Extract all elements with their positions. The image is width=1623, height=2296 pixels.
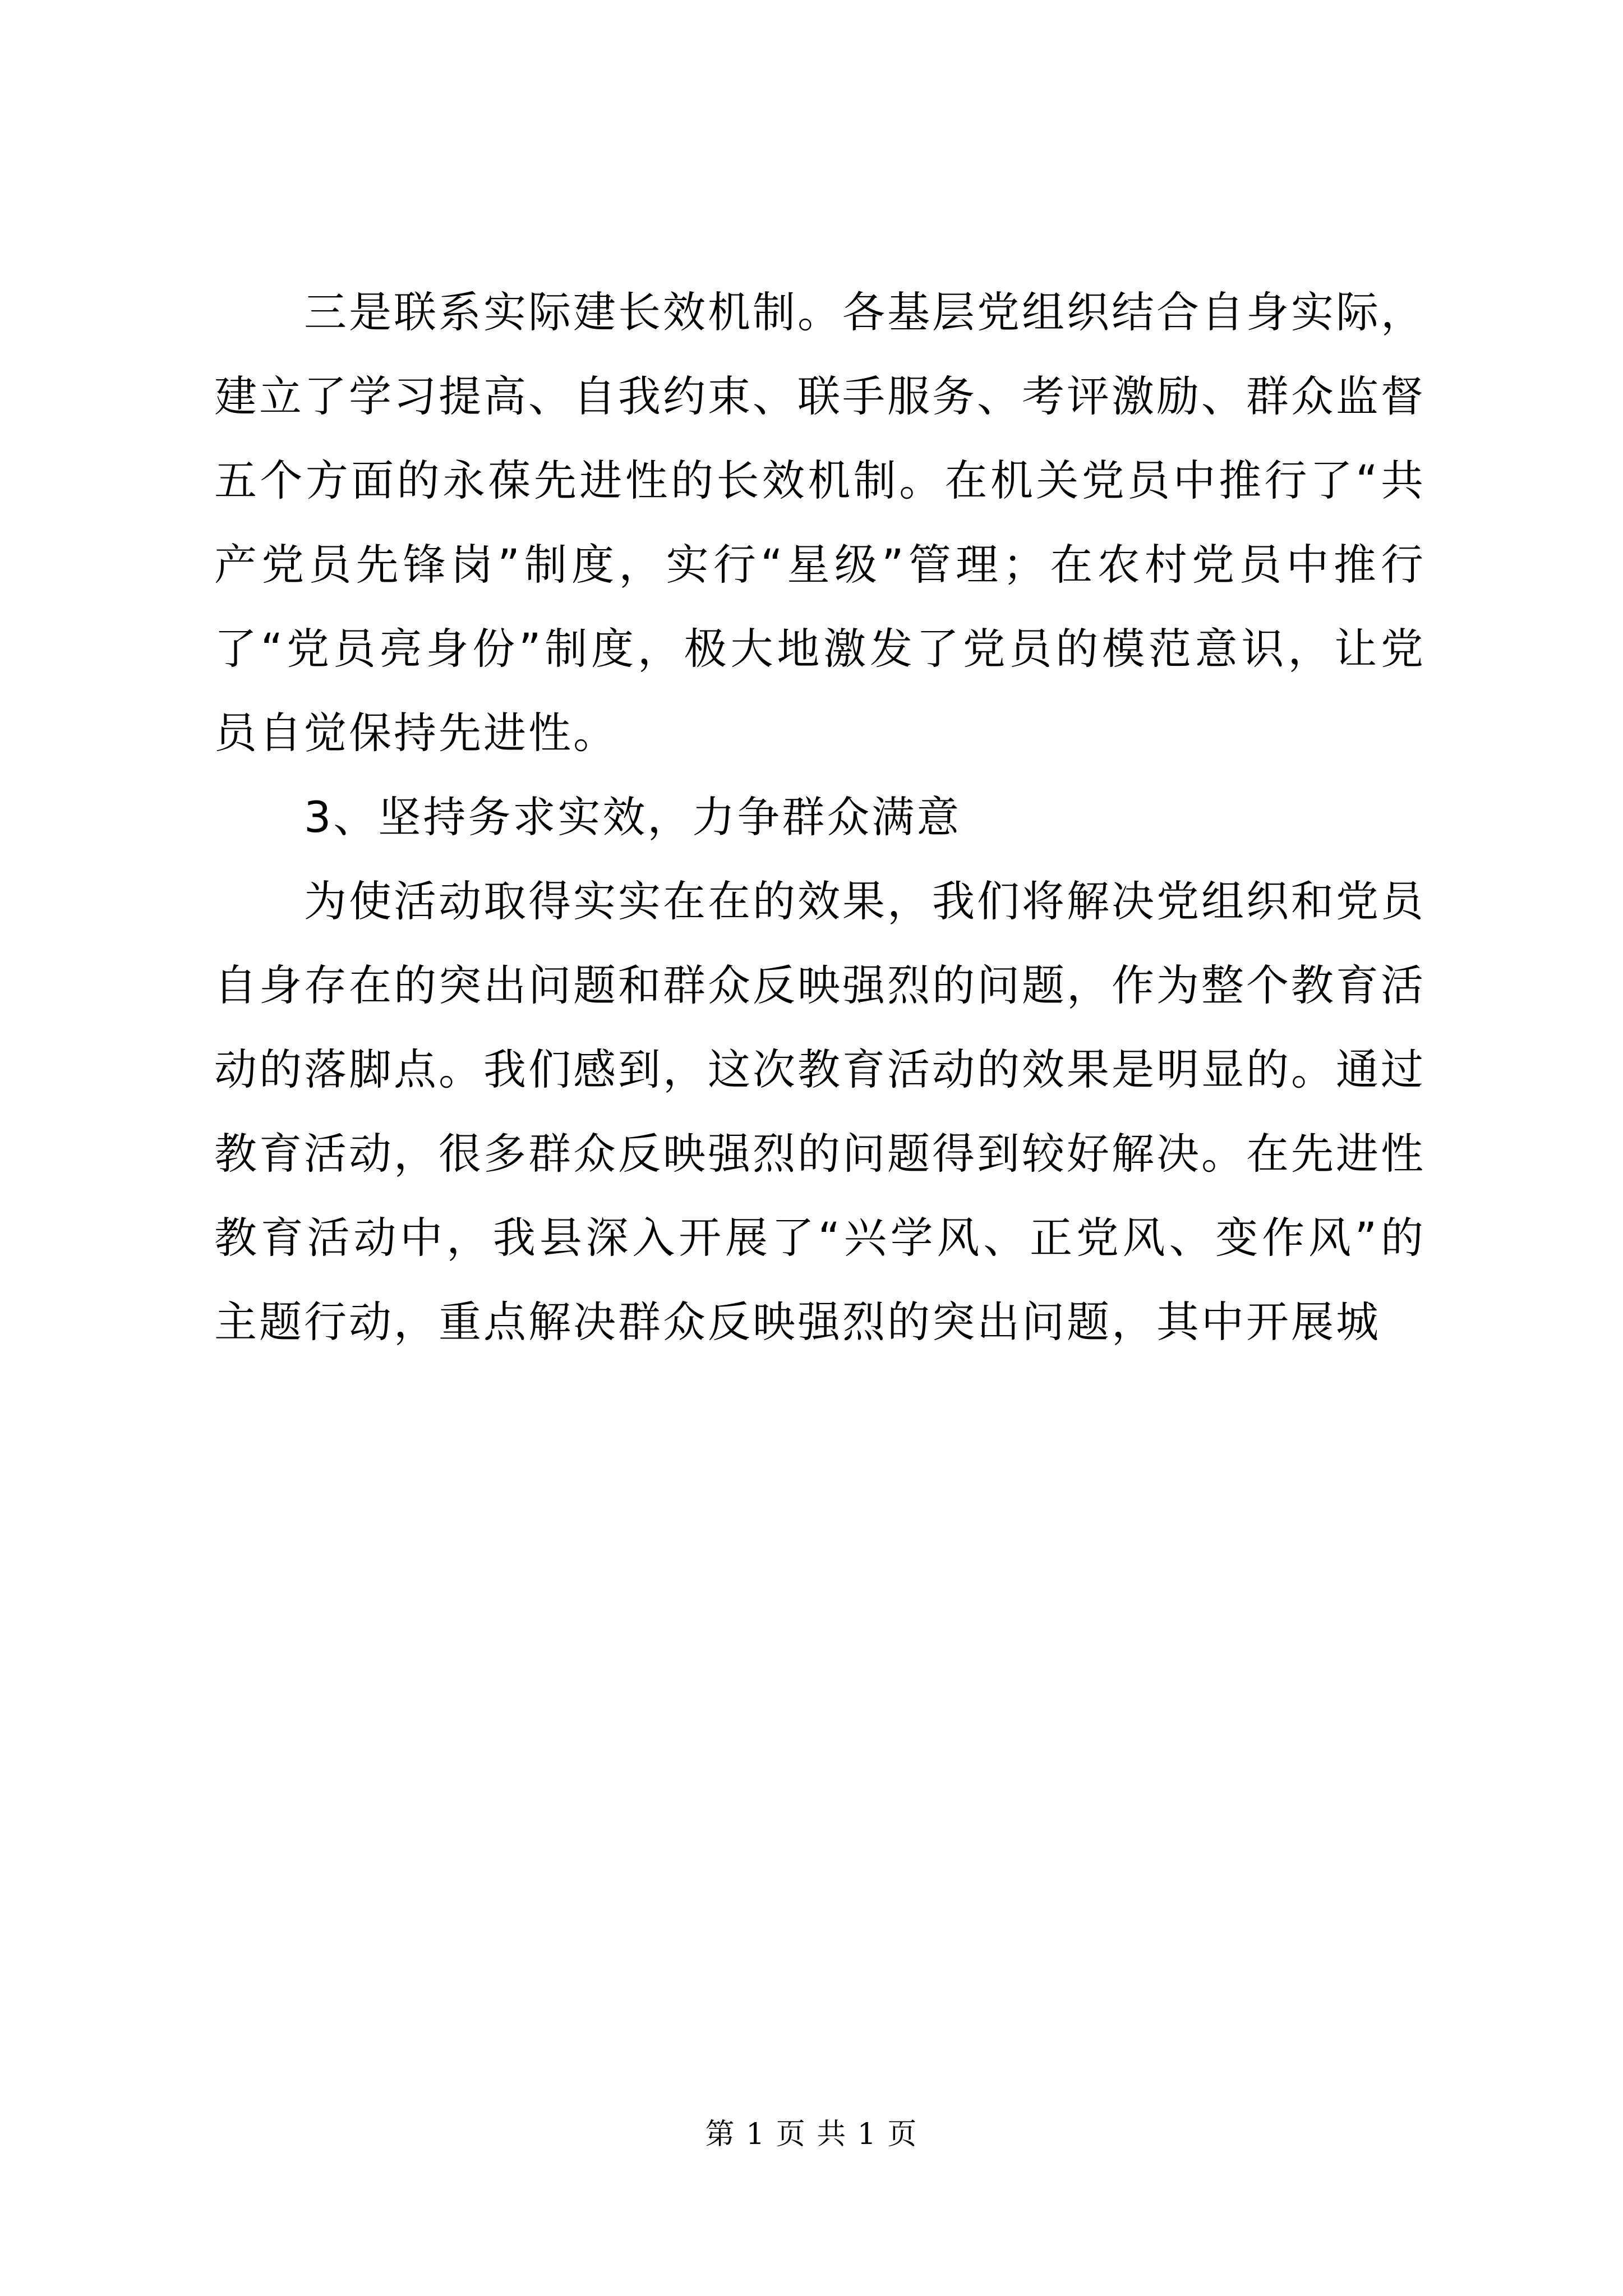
- page-number-footer: 第 1 页 共 1 页: [705, 2118, 918, 2151]
- document-body: [214, 270, 1426, 1364]
- section-heading-practical-results: 3、坚持务求实效，力争群众满意: [304, 792, 962, 842]
- paragraph-long-term-mechanism: 三是联系实际建长效机制。各基层党组织结合自身实际，建立了学习提高、自我约束、联手服务、考评激励、群众监督五个方面的永葆先进性的长效机制。在机关党员中推行了“共产党员先锋岗”制度，实行“星级”管理；在农村党员中推行了“党员亮身份”制度，极大地激发了党员的模范意识，让党员自觉保持先进性。: [214, 287, 1426, 758]
- paragraph-activity-results: 为使活动取得实实在在的效果，我们将解决党组织和党员自身存在的突出问题和群众反映强烈的问题，作为整个教育活动的落脚点。我们感到，这次教育活动的效果是明显的。通过教育活动，很多群众反映强烈的问题得到较好解决。在先进性教育活动中，我县深入开展了“兴学风、正党风、变作风”的主题行动，重点解决群众反映强烈的突出问题，其中开展城: [214, 876, 1426, 1347]
